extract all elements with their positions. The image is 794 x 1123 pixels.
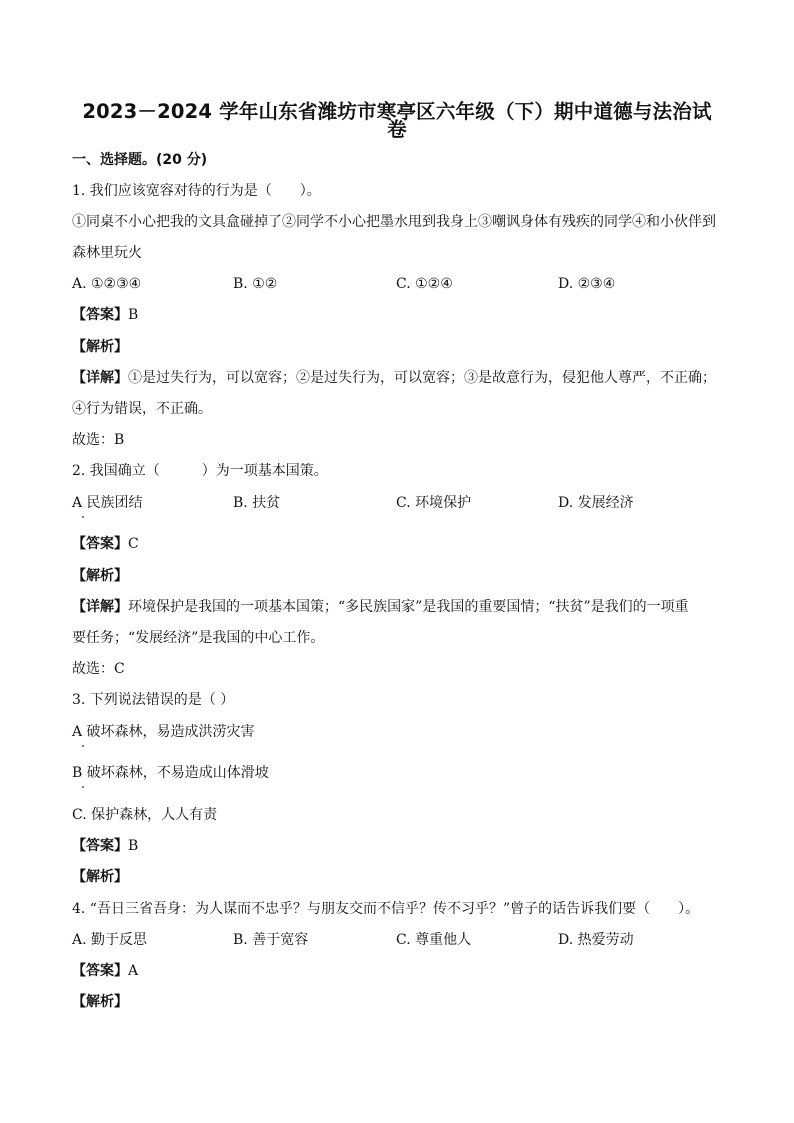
- question-4-option-a: A. 勤于反思: [72, 932, 148, 948]
- question-3-option-c: C. 保护森林，人人有责: [72, 807, 218, 823]
- answer-label: 【答案】: [72, 307, 128, 323]
- question-3-answer: [72, 837, 138, 855]
- question-1-option-b: B. ①②: [233, 276, 278, 292]
- answer-value: A: [128, 963, 139, 979]
- question-4-stem: 4. “吾日三省吾身：为人谋而不忠乎？与朋友交而不信乎？传不习乎？”曾子的话告诉我们要（ ）。: [72, 901, 700, 917]
- question-1-analysis-label: 【解析】: [72, 339, 128, 355]
- page-title-line-2: 卷: [387, 118, 407, 141]
- detail-label: 【详解】: [72, 599, 128, 615]
- detail-label: 【详解】: [72, 370, 128, 386]
- question-1-option-a: A. ①②③④: [72, 276, 142, 292]
- answer-label: 【答案】: [72, 963, 128, 979]
- question-4-option-c: C. 尊重他人: [396, 932, 472, 948]
- question-2-choice: 故选：C: [72, 661, 125, 677]
- question-3-option-a: A 破坏森林，易造成洪涝灾害: [72, 724, 255, 740]
- section-heading: 一、选择题。(20 分): [72, 152, 208, 168]
- question-1-stem-extra-2: 森林里玩火: [72, 245, 142, 261]
- question-4-option-d: D. 热爱劳动: [558, 932, 634, 948]
- stray-dot: [82, 786, 84, 788]
- question-4-analysis-label: 【解析】: [72, 994, 128, 1010]
- question-1-detail-2: ④行为错误，不正确。: [72, 401, 212, 417]
- question-2-option-b: B. 扶贫: [233, 495, 281, 511]
- question-2-option-a: A 民族团结: [72, 495, 143, 511]
- stray-dot: [82, 516, 84, 518]
- question-3-stem: 3. 下列说法错误的是（ ）: [72, 692, 235, 708]
- question-2-option-c: C. 环境保护: [396, 495, 472, 511]
- page-title-line-1: 2023－2024 学年山东省潍坊市寒亭区六年级（下）期中道德与法治试: [82, 100, 712, 123]
- question-1-stem: 1. 我们应该宽容对待的行为是（ ）。: [72, 183, 321, 199]
- answer-value: B: [128, 307, 139, 323]
- detail-text: ①是过失行为，可以宽容；②是过失行为，可以宽容；③是故意行为，侵犯他人尊严，不正确；: [128, 370, 716, 386]
- question-2-detail-1: [72, 598, 689, 616]
- question-3-analysis-label: 【解析】: [72, 869, 128, 885]
- question-1-option-c: C. ①②④: [396, 276, 453, 292]
- answer-value: C: [128, 536, 139, 552]
- question-1-choice: 故选：B: [72, 432, 125, 448]
- question-1-detail-1: [72, 369, 716, 387]
- question-2-option-d: D. 发展经济: [558, 495, 634, 511]
- answer-value: B: [128, 838, 139, 854]
- question-4-answer: [72, 962, 138, 980]
- question-1-answer: [72, 306, 138, 324]
- question-3-option-b: B 破坏森林，不易造成山体滑坡: [72, 765, 269, 781]
- stray-dot: [82, 745, 84, 747]
- question-2-stem: 2. 我国确立（ ）为一项基本国策。: [72, 463, 328, 479]
- question-2-detail-2: 要任务；“发展经济”是我国的中心工作。: [72, 630, 325, 646]
- answer-label: 【答案】: [72, 838, 128, 854]
- question-1-option-d: D. ②③④: [558, 276, 616, 292]
- answer-label: 【答案】: [72, 536, 128, 552]
- detail-text: 环境保护是我国的一项基本国策；“多民族国家”是我国的重要国情；“扶贫”是我们的一项重: [128, 599, 689, 615]
- question-4-option-b: B. 善于宽容: [233, 932, 309, 948]
- question-1-stem-extra-1: ①同桌不小心把我的文具盒碰掉了②同学不小心把墨水甩到我身上③嘲讽身体有残疾的同学④和小伙伴到: [72, 214, 716, 230]
- question-2-answer: [72, 535, 139, 553]
- question-2-analysis-label: 【解析】: [72, 568, 128, 584]
